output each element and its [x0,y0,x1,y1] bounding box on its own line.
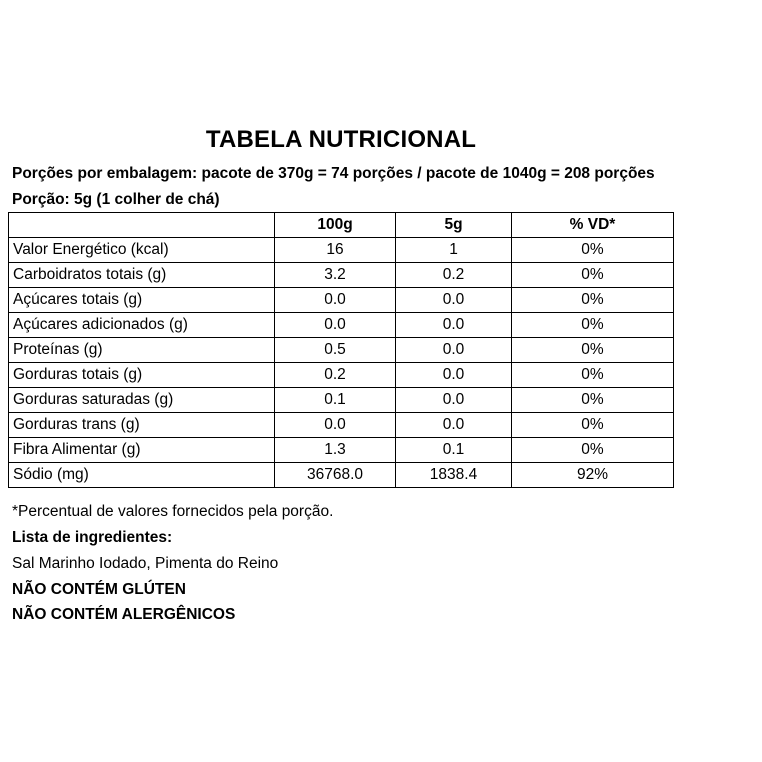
value-daily-value: 0% [512,338,674,363]
table-row [9,288,674,313]
nutrient-name: Gorduras totais (g) [9,363,275,388]
value-daily-value: 0% [512,413,674,438]
serving-size: Porção: 5g (1 colher de chá) [12,191,220,208]
value-daily-value: 0% [512,388,674,413]
value-per-serving: 0.0 [396,288,512,313]
value-per-serving: 0.1 [396,438,512,463]
table-row [9,238,674,263]
header-daily-value: % VD* [512,213,674,238]
ingredients-list: Sal Marinho Iodado, Pimenta do Reino [12,555,279,572]
value-per-100g: 0.1 [275,388,396,413]
value-daily-value: 0% [512,438,674,463]
value-daily-value: 0% [512,363,674,388]
nutrient-name: Gorduras saturadas (g) [9,388,275,413]
value-per-100g: 3.2 [275,263,396,288]
servings-per-package: Porções por embalagem: pacote de 370g = 74 porções / pacote de 1040g = 208 porções [12,165,655,182]
header-nutrient [9,213,275,238]
value-per-serving: 0.0 [396,363,512,388]
value-per-100g: 0.5 [275,338,396,363]
value-daily-value: 0% [512,238,674,263]
value-per-serving: 0.0 [396,388,512,413]
value-per-serving: 0.0 [396,413,512,438]
table-row [9,313,674,338]
nutrient-name: Açúcares totais (g) [9,288,275,313]
nutrient-name: Carboidratos totais (g) [9,263,275,288]
table-row [9,438,674,463]
value-per-serving: 1838.4 [396,463,512,488]
value-per-100g: 1.3 [275,438,396,463]
value-per-serving: 0.0 [396,313,512,338]
nutrient-name: Fibra Alimentar (g) [9,438,275,463]
table-row [9,413,674,438]
value-per-100g: 36768.0 [275,463,396,488]
nutrient-name: Proteínas (g) [9,338,275,363]
value-daily-value: 0% [512,313,674,338]
gluten-free-claim: NÃO CONTÉM GLÚTEN [12,581,186,598]
value-daily-value: 92% [512,463,674,488]
table-row [9,388,674,413]
allergen-free-claim: NÃO CONTÉM ALERGÊNICOS [12,606,236,623]
nutrition-table [8,212,674,488]
value-daily-value: 0% [512,263,674,288]
table-row [9,263,674,288]
table-row [9,363,674,388]
table-row [9,463,674,488]
value-per-serving: 0.0 [396,338,512,363]
header-per-serving: 5g [396,213,512,238]
value-per-100g: 0.0 [275,288,396,313]
nutrient-name: Gorduras trans (g) [9,413,275,438]
table-row [9,338,674,363]
table-header-row [9,213,674,238]
nutrient-name: Açúcares adicionados (g) [9,313,275,338]
page-title: TABELA NUTRICIONAL [205,126,477,153]
nutrient-name: Valor Energético (kcal) [9,238,275,263]
value-daily-value: 0% [512,288,674,313]
footnote: *Percentual de valores fornecidos pela porção. [12,503,334,520]
value-per-100g: 0.0 [275,413,396,438]
nutrient-name: Sódio (mg) [9,463,275,488]
value-per-100g: 16 [275,238,396,263]
value-per-serving: 1 [396,238,512,263]
value-per-serving: 0.2 [396,263,512,288]
ingredients-heading: Lista de ingredientes: [12,529,173,546]
value-per-100g: 0.2 [275,363,396,388]
value-per-100g: 0.0 [275,313,396,338]
header-per-100g: 100g [275,213,396,238]
